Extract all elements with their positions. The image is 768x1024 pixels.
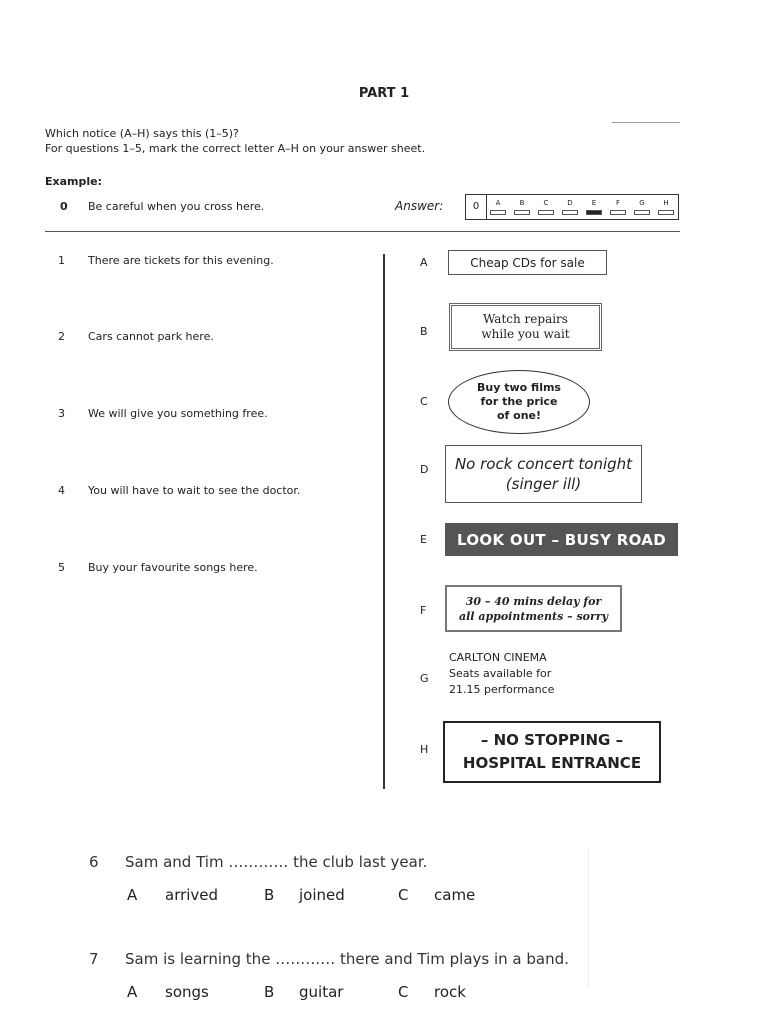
answer-bubble [538, 210, 554, 215]
notice-b [449, 303, 602, 351]
answer-bubble [634, 210, 650, 215]
question-number: 4 [58, 484, 65, 497]
notice-e [445, 523, 678, 556]
notice-letter: C [420, 395, 428, 408]
answer-box [465, 194, 679, 220]
notice-letter: E [420, 533, 427, 546]
question-text: Buy your favourite songs here. [88, 561, 258, 574]
answer-bubble [658, 210, 674, 215]
notice-text: Cheap CDs for sale [470, 255, 585, 270]
notice-text: LOOK OUT – BUSY ROAD [457, 530, 666, 549]
answer-option-g[interactable] [632, 198, 652, 215]
notice-text: Seats available for [449, 667, 552, 680]
instruction-line-2: For questions 1–5, mark the correct letter A–H on your answer sheet. [45, 142, 426, 155]
notice-text: for the price [480, 395, 558, 408]
option-text[interactable]: joined [299, 886, 345, 904]
notice-letter: H [420, 743, 429, 756]
answer-bubble [490, 210, 506, 215]
section-divider [45, 231, 680, 232]
question-number: 5 [58, 561, 65, 574]
answer-letter: D [567, 199, 573, 207]
notice-text: Buy two films [477, 381, 561, 394]
answer-letter: E [591, 199, 597, 207]
column-divider [383, 254, 385, 789]
option-text[interactable]: songs [165, 983, 209, 1001]
question-text: Sam and Tim ………… the club last year. [125, 853, 428, 871]
answer-option-b[interactable] [512, 198, 532, 215]
question-text: Cars cannot park here. [88, 330, 214, 343]
answer-bubble-selected [586, 210, 602, 215]
notice-letter: D [420, 463, 429, 476]
answer-letter: F [615, 199, 621, 207]
notice-text: No rock concert tonight [454, 455, 633, 473]
option-text[interactable]: came [434, 886, 476, 904]
answer-letter: G [639, 199, 645, 207]
question-text: We will give you something free. [88, 407, 268, 420]
answer-bubble [514, 210, 530, 215]
answer-option-c[interactable] [536, 198, 556, 215]
option-letter: C [398, 983, 409, 1001]
notice-f [445, 585, 622, 632]
answer-letter: C [543, 199, 549, 207]
notice-text: 30 – 40 mins delay for [465, 594, 602, 608]
notice-text: Watch repairs [483, 312, 568, 326]
option-letter: B [264, 983, 275, 1001]
question-text: There are tickets for this evening. [88, 254, 274, 267]
answer-option-f[interactable] [608, 198, 628, 215]
answer-letter: A [495, 199, 501, 207]
notice-text: (singer ill) [505, 475, 582, 493]
notice-letter: A [420, 256, 428, 269]
option-letter: A [127, 886, 138, 904]
question-number: 6 [89, 853, 99, 871]
example-text: Be careful when you cross here. [88, 200, 265, 213]
scan-edge [588, 848, 589, 988]
option-text[interactable]: rock [434, 983, 466, 1001]
example-label: Example: [45, 175, 102, 188]
notice-letter: F [420, 604, 427, 617]
answer-option-h[interactable] [656, 198, 676, 215]
notice-text: CARLTON CINEMA [449, 651, 547, 664]
question-number: 2 [58, 330, 65, 343]
option-text[interactable]: guitar [299, 983, 344, 1001]
example-number: 0 [60, 200, 68, 213]
page-title: PART 1 [358, 86, 410, 101]
notice-text: – NO STOPPING – [480, 731, 624, 749]
notice-text: all appointments – sorry [459, 609, 608, 623]
option-letter: A [127, 983, 138, 1001]
notice-h [443, 721, 661, 783]
notice-letter: G [420, 672, 429, 685]
question-number: 3 [58, 407, 65, 420]
notice-c [448, 370, 590, 434]
answer-box-number: 0 [466, 195, 487, 219]
question-number: 7 [89, 950, 99, 968]
notice-text: while you wait [481, 327, 570, 341]
answer-letter: B [519, 199, 525, 207]
notice-text: HOSPITAL ENTRANCE [462, 754, 642, 772]
top-rule [612, 122, 680, 123]
notice-a [448, 250, 607, 275]
notice-letter: B [420, 325, 428, 338]
answer-option-d[interactable] [560, 198, 580, 215]
instructions [45, 126, 425, 156]
notice-d [445, 445, 642, 503]
answer-option-a[interactable] [488, 198, 508, 215]
notice-text: 21.15 performance [449, 683, 555, 696]
option-text[interactable]: arrived [165, 886, 219, 904]
question-number: 1 [58, 254, 65, 267]
instruction-line-1: Which notice (A–H) says this (1–5)? [45, 127, 239, 140]
option-letter: C [398, 886, 409, 904]
question-text: Sam is learning the ………… there and Tim plays in a band. [125, 950, 569, 968]
notice-text: of one! [496, 409, 542, 422]
answer-label: Answer: [395, 199, 444, 213]
option-letter: B [264, 886, 275, 904]
answer-letter-row [488, 198, 676, 215]
question-text: You will have to wait to see the doctor. [88, 484, 301, 497]
answer-bubble [610, 210, 626, 215]
notice-g [449, 650, 569, 704]
answer-letter: H [663, 199, 669, 207]
answer-option-e[interactable] [584, 198, 604, 215]
answer-bubble [562, 210, 578, 215]
